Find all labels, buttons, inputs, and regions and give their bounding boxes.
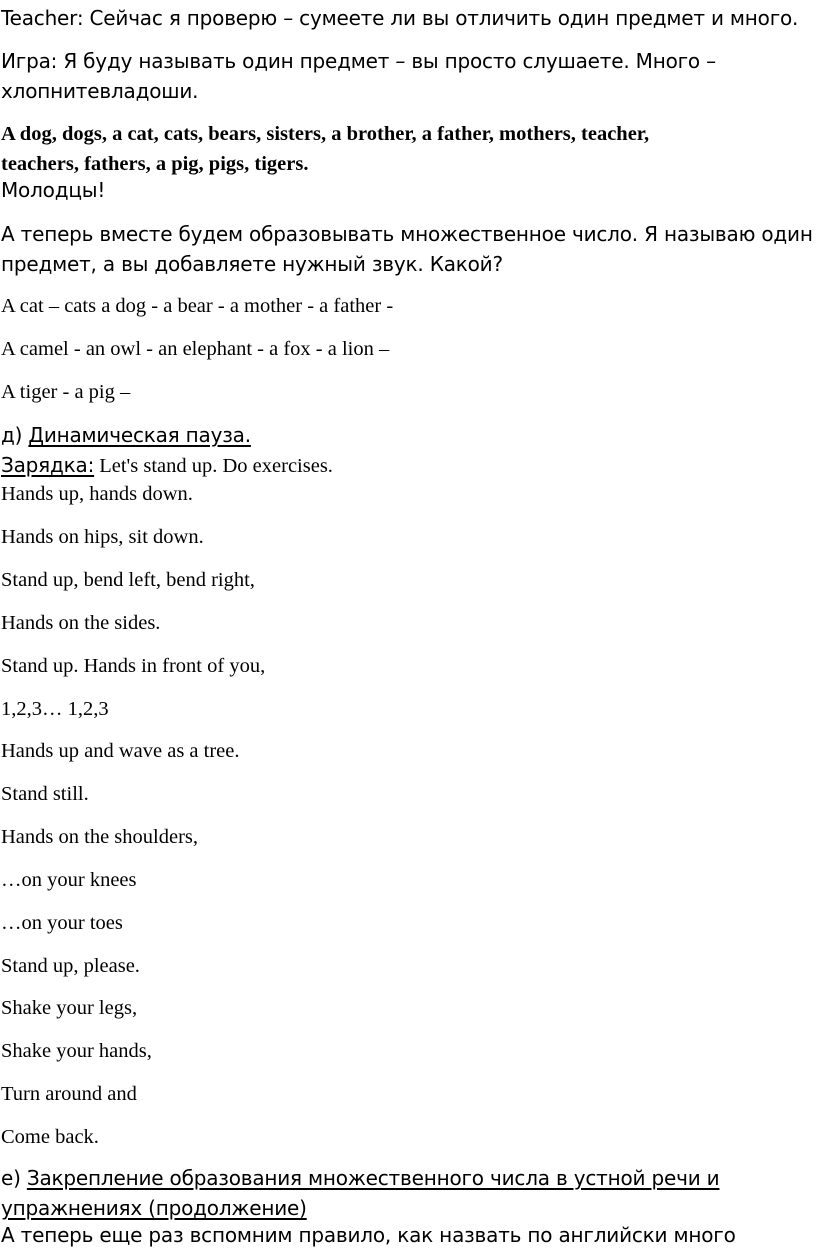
exercise-line-10: …on your knees bbox=[1, 869, 137, 891]
exercise-intro-line bbox=[1, 453, 333, 478]
plural-exercise-intro: А теперь вместе будем образовывать множественное число. Я называю один bbox=[1, 222, 813, 246]
exercise-line-1: Hands up, hands down. bbox=[1, 483, 193, 505]
exercise-line-12: Stand up, please. bbox=[1, 955, 140, 977]
section-e-title-line-2: упражнениях (продолжение) bbox=[1, 1196, 307, 1220]
game-instructions-continuation: хлопнитевладоши. bbox=[1, 79, 199, 103]
exercise-line-9: Hands on the shoulders, bbox=[1, 826, 199, 848]
game-instructions-line: Игра: Я буду называть один предмет – вы просто слушаете. Много – bbox=[1, 49, 716, 73]
exercise-line-5: Stand up. Hands in front of you, bbox=[1, 655, 266, 677]
exercise-label: Зарядка: bbox=[1, 453, 95, 477]
exercise-intro-text: Let's stand up. Do exercises. bbox=[94, 455, 333, 477]
praise-line: Молодцы! bbox=[1, 178, 106, 202]
exercise-line-16: Come back. bbox=[1, 1126, 99, 1148]
exercise-line-14: Shake your hands, bbox=[1, 1040, 152, 1062]
exercise-line-7: Hands up and wave as a tree. bbox=[1, 740, 240, 762]
section-e-title: Закрепление образования множественного числа в устной речи и bbox=[26, 1166, 720, 1190]
rule-recall-line: А теперь еще раз вспомним правило, как назвать по английски много bbox=[1, 1223, 736, 1247]
teacher-intro-line: Teacher: Сейчас я проверю – сумеете ли вы отличить один предмет и много. bbox=[1, 6, 799, 30]
exercise-line-3: Stand up, bend left, bend right, bbox=[1, 569, 255, 591]
exercise-line-8: Stand still. bbox=[1, 783, 89, 805]
exercise-line-15: Turn around and bbox=[1, 1083, 137, 1105]
section-e-prefix: е) bbox=[1, 1166, 27, 1190]
section-d-title: Динамическая пауза. bbox=[28, 423, 251, 447]
plural-words-line-2: A camel - an owl - an elephant - a fox - a lion – bbox=[1, 338, 390, 360]
exercise-line-2: Hands on hips, sit down. bbox=[1, 526, 204, 548]
plural-words-line-1: A cat – cats a dog - a bear - a mother - a father - bbox=[1, 295, 394, 317]
exercise-line-11: …on your toes bbox=[1, 912, 123, 934]
plural-exercise-intro-continuation: предмет, а вы добавляете нужный звук. Какой? bbox=[1, 252, 503, 276]
section-d-heading bbox=[1, 423, 251, 447]
exercise-line-13: Shake your legs, bbox=[1, 997, 138, 1019]
word-list-line: A dog, dogs, a cat, cats, bears, sisters, a brother, a father, mothers, teacher, bbox=[1, 123, 650, 145]
section-e-title-continuation bbox=[1, 1196, 307, 1220]
section-e-heading bbox=[1, 1166, 719, 1190]
exercise-line-6: 1,2,3… 1,2,3 bbox=[1, 698, 109, 720]
section-d-prefix: д) bbox=[1, 423, 29, 447]
word-list-continuation: teachers, fathers, a pig, pigs, tigers. bbox=[1, 153, 309, 175]
exercise-line-4: Hands on the sides. bbox=[1, 612, 161, 634]
plural-words-line-3: A tiger - a pig – bbox=[1, 381, 131, 403]
